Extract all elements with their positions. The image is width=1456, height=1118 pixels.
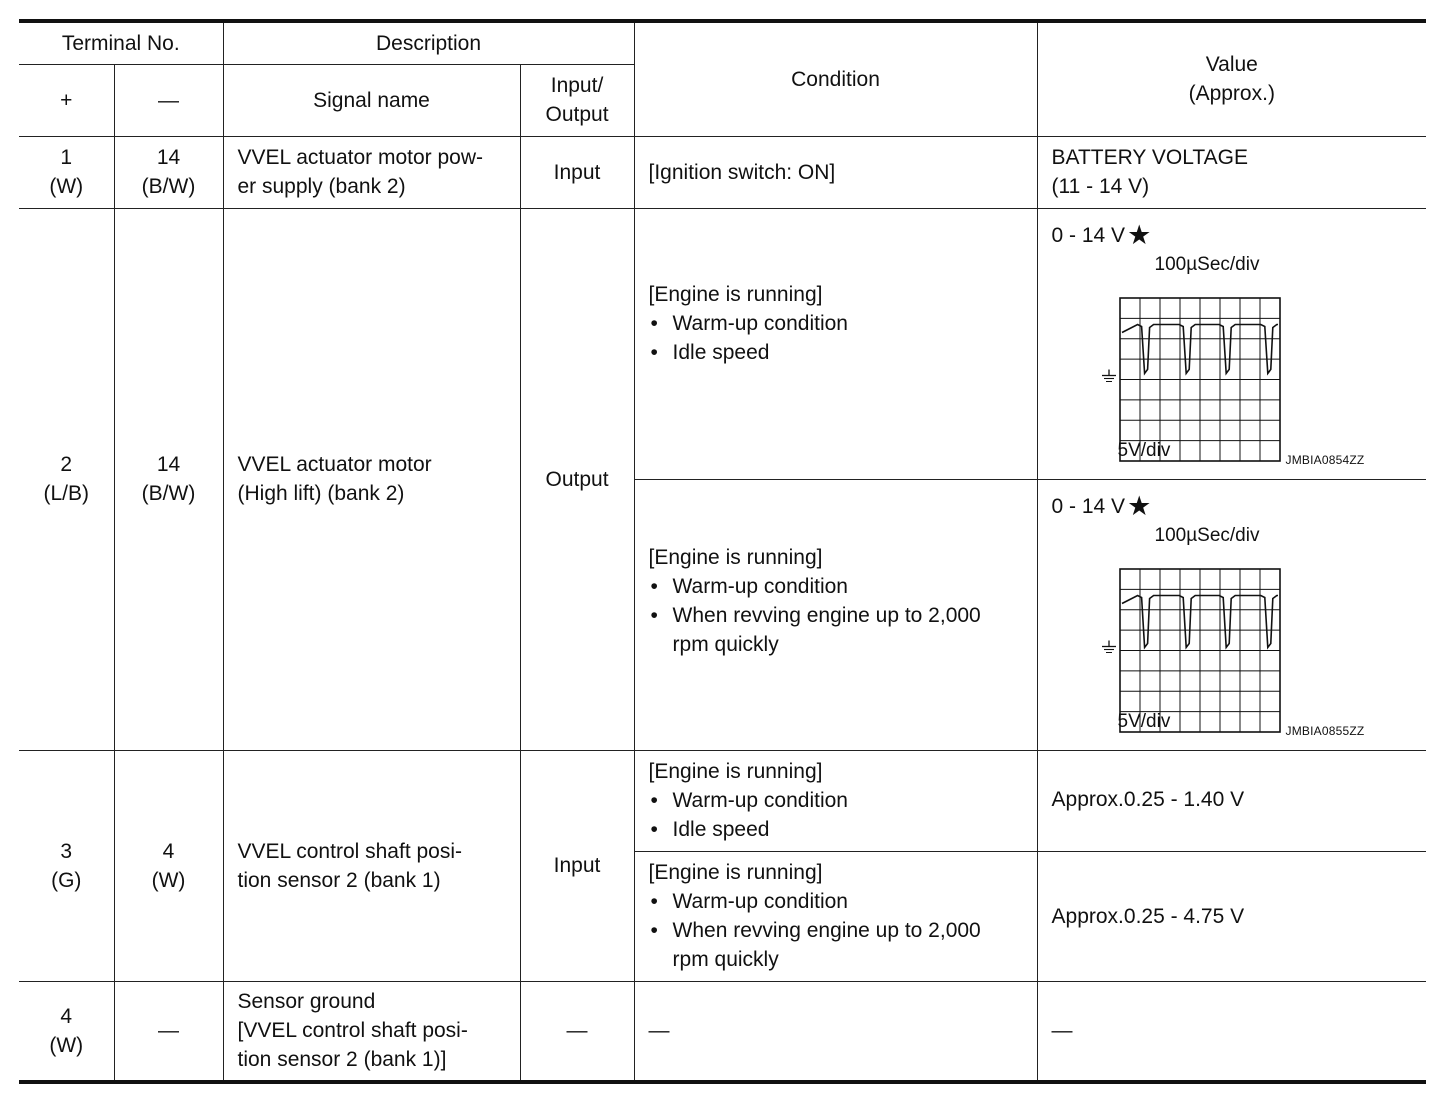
condition-list bbox=[649, 572, 1023, 659]
condition-cell bbox=[634, 208, 1037, 479]
signal-name bbox=[223, 750, 520, 981]
oscilloscope-waveform bbox=[1052, 521, 1372, 747]
condition-cell: [Ignition switch: ON] bbox=[634, 136, 1037, 208]
signal-line: (High lift) (bank 2) bbox=[237, 482, 405, 505]
signal-name bbox=[223, 208, 520, 750]
star-icon: ★ bbox=[1127, 491, 1152, 521]
condition-cell bbox=[634, 851, 1037, 981]
time-division-label: 100µSec/div bbox=[1154, 524, 1260, 546]
condition-item: • Warm-up condition bbox=[649, 887, 1023, 916]
io-header bbox=[520, 64, 634, 136]
value-line: (11 - 14 V) bbox=[1051, 175, 1150, 198]
table-row bbox=[19, 136, 1426, 208]
condition-list bbox=[649, 786, 1023, 844]
value-heading bbox=[1052, 492, 1413, 521]
plus-terminal bbox=[19, 750, 114, 981]
condition-cell bbox=[634, 479, 1037, 750]
value-cell bbox=[1037, 136, 1426, 208]
io-cell: Input bbox=[520, 750, 634, 981]
condition-heading: [Engine is running] bbox=[648, 283, 823, 306]
time-division-label: 100µSec/div bbox=[1154, 253, 1260, 275]
io-cell: Input bbox=[520, 136, 634, 208]
condition-heading: [Engine is running] bbox=[648, 861, 823, 884]
io-header-line1: Input/ bbox=[550, 74, 604, 97]
condition-list bbox=[649, 309, 1023, 367]
terminal-number: 4 bbox=[60, 1004, 73, 1028]
condition-header: Condition bbox=[634, 21, 1037, 136]
terminal-spec-table bbox=[19, 19, 1426, 1084]
signal-line: [VVEL control shaft posi- bbox=[237, 1019, 468, 1043]
terminal-number: 1 bbox=[60, 146, 73, 169]
condition-item: • When revving engine up to 2,000 rpm quickly bbox=[649, 916, 1023, 974]
signal-name bbox=[223, 981, 520, 1082]
terminal-number: 14 bbox=[156, 453, 181, 476]
wire-color: (W) bbox=[151, 868, 186, 892]
wire-color: (W) bbox=[49, 1033, 84, 1057]
value-header-line2: (Approx.) bbox=[1188, 82, 1275, 106]
voltage-range: 0 - 14 V bbox=[1051, 494, 1126, 518]
wire-color: (B/W) bbox=[141, 175, 196, 198]
waveform-grid bbox=[1052, 250, 1382, 476]
io-header-line2: Output bbox=[545, 103, 609, 126]
value-line: BATTERY VOLTAGE bbox=[1051, 146, 1248, 169]
value-cell: — bbox=[1037, 981, 1426, 1082]
condition-item: • Warm-up condition bbox=[649, 786, 1023, 815]
table-row bbox=[19, 981, 1426, 1082]
value-heading bbox=[1052, 221, 1413, 250]
signal-line: VVEL control shaft posi- bbox=[237, 839, 462, 863]
terminal-no-header: Terminal No. bbox=[19, 21, 223, 64]
condition-item: • Warm-up condition bbox=[649, 309, 1023, 338]
plus-header: + bbox=[19, 64, 114, 136]
minus-header: — bbox=[114, 64, 223, 136]
voltage-range: 0 - 14 V bbox=[1051, 223, 1126, 247]
wire-color: (G) bbox=[51, 868, 82, 892]
terminal-number: 14 bbox=[156, 146, 181, 169]
minus-terminal bbox=[114, 136, 223, 208]
signal-name bbox=[223, 136, 520, 208]
terminal-number: 2 bbox=[60, 453, 73, 476]
io-cell: Output bbox=[520, 208, 634, 750]
voltage-division-label: 5V/div bbox=[1117, 710, 1171, 732]
condition-item: • Idle speed bbox=[649, 815, 1023, 844]
terminal-number: 4 bbox=[162, 839, 175, 863]
wire-color: (L/B) bbox=[43, 482, 89, 505]
figure-code: JMBIA0854ZZ bbox=[1285, 452, 1365, 467]
value-cell bbox=[1037, 479, 1426, 750]
condition-cell: — bbox=[634, 981, 1037, 1082]
description-header: Description bbox=[223, 21, 634, 64]
condition-cell bbox=[634, 750, 1037, 851]
minus-terminal bbox=[114, 750, 223, 981]
condition-heading: [Engine is running] bbox=[648, 545, 823, 569]
value-header-line1: Value bbox=[1205, 53, 1258, 77]
io-cell: — bbox=[520, 981, 634, 1082]
minus-terminal: — bbox=[114, 981, 223, 1082]
value-cell: Approx.0.25 - 4.75 V bbox=[1037, 851, 1426, 981]
header-row-1 bbox=[19, 21, 1426, 64]
condition-item: • When revving engine up to 2,000 rpm quickly bbox=[649, 601, 1023, 659]
condition-list bbox=[649, 887, 1023, 974]
condition-heading: [Engine is running] bbox=[648, 760, 823, 783]
signal-line: Sensor ground bbox=[237, 990, 376, 1014]
value-cell: Approx.0.25 - 1.40 V bbox=[1037, 750, 1426, 851]
signal-line: VVEL actuator motor bbox=[237, 453, 432, 476]
voltage-division-label: 5V/div bbox=[1117, 439, 1171, 461]
waveform-grid bbox=[1052, 521, 1382, 747]
condition-item: • Idle speed bbox=[649, 338, 1023, 367]
oscilloscope-waveform bbox=[1052, 250, 1372, 476]
value-cell bbox=[1037, 208, 1426, 479]
plus-terminal bbox=[19, 208, 114, 750]
table-row bbox=[19, 750, 1426, 851]
value-header bbox=[1037, 21, 1426, 136]
wire-color: (B/W) bbox=[141, 482, 196, 505]
star-icon: ★ bbox=[1127, 220, 1152, 250]
terminal-number: 3 bbox=[60, 839, 73, 863]
condition-item: • Warm-up condition bbox=[649, 572, 1023, 601]
minus-terminal bbox=[114, 208, 223, 750]
signal-line: VVEL actuator motor pow- bbox=[237, 146, 483, 169]
plus-terminal bbox=[19, 981, 114, 1082]
table-row bbox=[19, 208, 1426, 479]
plus-terminal bbox=[19, 136, 114, 208]
signal-line: tion sensor 2 (bank 1)] bbox=[237, 1048, 447, 1072]
signal-name-header: Signal name bbox=[223, 64, 520, 136]
signal-line: tion sensor 2 (bank 1) bbox=[237, 868, 441, 892]
signal-line: er supply (bank 2) bbox=[237, 175, 406, 198]
wire-color: (W) bbox=[49, 175, 84, 198]
figure-code: JMBIA0855ZZ bbox=[1285, 723, 1365, 738]
